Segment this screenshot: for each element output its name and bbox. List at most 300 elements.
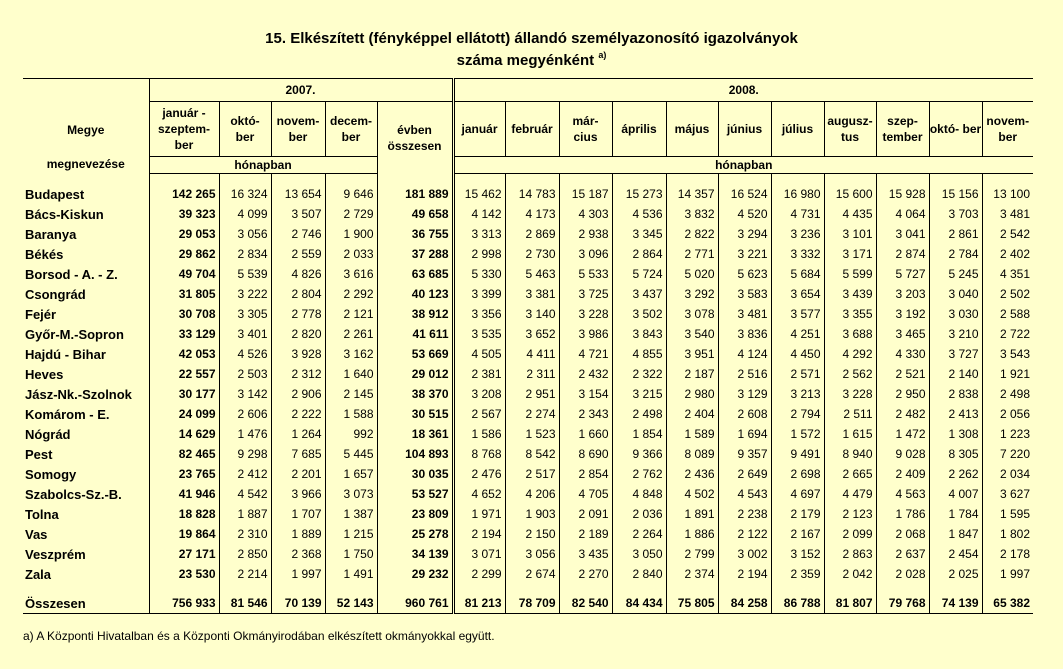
table-cell: 2 359	[771, 564, 824, 584]
table-cell: 16 980	[771, 184, 824, 204]
table-cell: 84 258	[718, 593, 771, 614]
table-cell: 2 606	[219, 404, 271, 424]
table-cell: 2 778	[271, 304, 325, 324]
table-cell: 4 543	[718, 484, 771, 504]
table-cell: 9 357	[718, 444, 771, 464]
row-label: Fejér	[25, 306, 57, 322]
table-cell: 4 099	[219, 204, 271, 224]
table-cell: 65 382	[982, 593, 1033, 614]
table-cell: 3 725	[559, 284, 612, 304]
table-cell: 3 381	[505, 284, 559, 304]
total-row	[23, 593, 1033, 614]
table-cell: 2 861	[929, 224, 982, 244]
header-year-2008: 2008.	[453, 79, 1033, 102]
header-megye	[23, 79, 149, 174]
table-cell: 2 762	[612, 464, 666, 484]
table-cell: 4 505	[453, 344, 505, 364]
table-cell: 4 705	[559, 484, 612, 504]
table-cell: 142 265	[149, 184, 219, 204]
header-col-2008: január	[453, 102, 505, 157]
table-cell: 2 559	[271, 244, 325, 264]
table-cell: 3 073	[325, 484, 377, 504]
table-cell: 30 035	[377, 464, 453, 484]
table-cell: 2 264	[612, 524, 666, 544]
table-cell: 2 187	[666, 364, 718, 384]
table-cell: 3 030	[929, 304, 982, 324]
table-cell: 3 313	[453, 224, 505, 244]
table-cell: 2 840	[612, 564, 666, 584]
table-cell: 1 903	[505, 504, 559, 524]
table-cell: 4 251	[771, 324, 824, 344]
table-cell: 42 053	[149, 344, 219, 364]
table-cell: 33 129	[149, 324, 219, 344]
table-cell: 5 245	[929, 264, 982, 284]
table-cell: 3 654	[771, 284, 824, 304]
row-label: Baranya	[25, 226, 77, 242]
table-cell: 2 214	[219, 564, 271, 584]
table-cell: 2 140	[929, 364, 982, 384]
spacer-cell	[453, 584, 505, 593]
table-cell: 75 805	[666, 593, 718, 614]
table-cell: 2 025	[929, 564, 982, 584]
table-cell: 1 886	[666, 524, 718, 544]
row-label: Szabolcs-Sz.-B.	[25, 486, 122, 502]
table-cell: 2 374	[666, 564, 718, 584]
table-cell: 41 946	[149, 484, 219, 504]
table-subtitle-text: száma megyénként	[456, 52, 595, 69]
row-label: Nógrád	[25, 426, 71, 442]
footnote-mark: a)	[598, 50, 607, 60]
table-cell: 1 997	[982, 564, 1033, 584]
spacer-cell	[325, 584, 377, 593]
table-cell: 22 557	[149, 364, 219, 384]
table-cell: 8 089	[666, 444, 718, 464]
table-cell: 2 262	[929, 464, 982, 484]
table-cell: 3 213	[771, 384, 824, 404]
table-cell: 9 646	[325, 184, 377, 204]
table-cell: 2 588	[982, 304, 1033, 324]
header-evben-osszesen: évben összesen	[377, 102, 453, 174]
table-cell: 14 629	[149, 424, 219, 444]
header-honapban-2008: hónapban	[453, 157, 1033, 174]
header-megnevezese-label: megnevezése	[46, 157, 125, 171]
table-row	[23, 184, 1033, 204]
table-cell: 41 611	[377, 324, 453, 344]
table-cell: 3 056	[505, 544, 559, 564]
table-cell: 3 078	[666, 304, 718, 324]
table-cell: 4 064	[876, 204, 929, 224]
spacer-cell	[505, 584, 559, 593]
table-cell: 2 649	[718, 464, 771, 484]
table-cell: 4 826	[271, 264, 325, 284]
table-cell: 3 140	[505, 304, 559, 324]
table-cell: 14 357	[666, 184, 718, 204]
spacer-cell	[666, 174, 718, 185]
table-cell: 16 524	[718, 184, 771, 204]
spacer-cell	[149, 174, 219, 185]
table-cell: 1 491	[325, 564, 377, 584]
table-row	[23, 484, 1033, 504]
table-cell: 2 822	[666, 224, 718, 244]
table-cell: 2 042	[824, 564, 876, 584]
table-cell: 3 577	[771, 304, 824, 324]
header-col-2008: február	[505, 102, 559, 157]
table-cell: 5 020	[666, 264, 718, 284]
table-cell: 8 768	[453, 444, 505, 464]
table-cell: 29 862	[149, 244, 219, 264]
table-cell: 2 498	[982, 384, 1033, 404]
row-label: Somogy	[25, 466, 77, 482]
table-cell: 49 704	[149, 264, 219, 284]
table-cell: 3 305	[219, 304, 271, 324]
table-cell: 5 463	[505, 264, 559, 284]
table-cell: 3 836	[718, 324, 771, 344]
table-cell: 3 345	[612, 224, 666, 244]
table-cell: 3 435	[559, 544, 612, 564]
table-cell: 4 292	[824, 344, 876, 364]
table-cell: 8 940	[824, 444, 876, 464]
row-label: Budapest	[25, 186, 85, 202]
table-cell: 3 627	[982, 484, 1033, 504]
row-label: Veszprém	[25, 546, 86, 562]
spacer-cell	[612, 584, 666, 593]
table-cell: 3 540	[666, 324, 718, 344]
table-cell: 756 933	[149, 593, 219, 614]
spacer-cell	[612, 174, 666, 185]
table-cell: 3 041	[876, 224, 929, 244]
table-row	[23, 344, 1033, 364]
table-row	[23, 264, 1033, 284]
header-col-2008: szep- tember	[876, 102, 929, 157]
table-cell: 2 637	[876, 544, 929, 564]
table-cell: 4 652	[453, 484, 505, 504]
table-cell: 5 533	[559, 264, 612, 284]
table-row	[23, 244, 1033, 264]
header-col-2007: január - szeptem- ber	[149, 102, 219, 157]
spacer-cell	[824, 174, 876, 185]
table-cell: 84 434	[612, 593, 666, 614]
table-cell: 2 482	[876, 404, 929, 424]
spacer-cell	[824, 584, 876, 593]
table-cell: 25 278	[377, 524, 453, 544]
table-cell: 3 129	[718, 384, 771, 404]
table-cell: 3 236	[771, 224, 824, 244]
table-cell: 4 351	[982, 264, 1033, 284]
table-cell: 7 685	[271, 444, 325, 464]
table-cell: 1 887	[219, 504, 271, 524]
header-honapban-2007: hónapban	[149, 157, 377, 174]
table-cell: 2 698	[771, 464, 824, 484]
table-cell: 3 616	[325, 264, 377, 284]
table-row	[23, 524, 1033, 544]
table-cell: 3 142	[219, 384, 271, 404]
table-cell: 992	[325, 424, 377, 444]
spacer-cell	[559, 174, 612, 185]
table-cell: 82 540	[559, 593, 612, 614]
table-cell: 2 674	[505, 564, 559, 584]
table-cell: 3 439	[824, 284, 876, 304]
table-cell: 3 543	[982, 344, 1033, 364]
table-cell: 3 192	[876, 304, 929, 324]
table-cell: 1 586	[453, 424, 505, 444]
spacer-cell	[377, 584, 453, 593]
table-cell: 3 951	[666, 344, 718, 364]
header-col-2007: novem- ber	[271, 102, 325, 157]
table-cell: 2 368	[271, 544, 325, 564]
table-cell: 4 848	[612, 484, 666, 504]
table-cell: 86 788	[771, 593, 824, 614]
table-cell: 81 807	[824, 593, 876, 614]
table-cell: 3 071	[453, 544, 505, 564]
table-cell: 181 889	[377, 184, 453, 204]
table-cell: 2 036	[612, 504, 666, 524]
table-cell: 2 608	[718, 404, 771, 424]
table-cell: 2 189	[559, 524, 612, 544]
table-cell: 3 481	[982, 204, 1033, 224]
spacer-cell	[23, 174, 149, 185]
row-label: Összesen	[23, 593, 149, 614]
header-col-2008: május	[666, 102, 718, 157]
table-cell: 1 854	[612, 424, 666, 444]
table-cell: 2 820	[271, 324, 325, 344]
table-cell: 3 152	[771, 544, 824, 564]
table-cell: 3 040	[929, 284, 982, 304]
table-cell: 2 562	[824, 364, 876, 384]
table-cell: 15 600	[824, 184, 876, 204]
table-cell: 4 411	[505, 344, 559, 364]
header-col-2008: augusz- tus	[824, 102, 876, 157]
table-cell: 3 355	[824, 304, 876, 324]
table-cell: 2 091	[559, 504, 612, 524]
table-cell: 2 498	[612, 404, 666, 424]
table-cell: 2 571	[771, 364, 824, 384]
table-cell: 2 122	[718, 524, 771, 544]
table-cell: 1 595	[982, 504, 1033, 524]
data-table	[23, 78, 1033, 614]
table-cell: 2 951	[505, 384, 559, 404]
table-cell: 1 802	[982, 524, 1033, 544]
table-cell: 3 966	[271, 484, 325, 504]
table-cell: 29 012	[377, 364, 453, 384]
table-cell: 24 099	[149, 404, 219, 424]
spacer-cell	[377, 174, 453, 185]
table-cell: 3 332	[771, 244, 824, 264]
table-cell: 5 724	[612, 264, 666, 284]
table-cell: 1 891	[666, 504, 718, 524]
table-cell: 4 697	[771, 484, 824, 504]
table-cell: 70 139	[271, 593, 325, 614]
table-cell: 1 971	[453, 504, 505, 524]
table-cell: 3 210	[929, 324, 982, 344]
table-cell: 4 303	[559, 204, 612, 224]
table-cell: 3 356	[453, 304, 505, 324]
header-year-2007: 2007.	[149, 79, 453, 102]
table-cell: 30 177	[149, 384, 219, 404]
spacer-cell	[929, 174, 982, 185]
table-cell: 4 435	[824, 204, 876, 224]
table-cell: 2 150	[505, 524, 559, 544]
table-cell: 1 889	[271, 524, 325, 544]
spacer-cell	[559, 584, 612, 593]
table-cell: 3 096	[559, 244, 612, 264]
table-cell: 2 980	[666, 384, 718, 404]
table-row	[23, 464, 1033, 484]
table-cell: 4 855	[612, 344, 666, 364]
table-cell: 4 124	[718, 344, 771, 364]
table-cell: 1 657	[325, 464, 377, 484]
table-row	[23, 444, 1033, 464]
header-col-2007: decem- ber	[325, 102, 377, 157]
table-cell: 2 794	[771, 404, 824, 424]
table-cell: 13 100	[982, 184, 1033, 204]
table-cell: 2 402	[982, 244, 1033, 264]
table-cell: 1 223	[982, 424, 1033, 444]
table-cell: 2 292	[325, 284, 377, 304]
header-col-2008: novem- ber	[982, 102, 1033, 157]
table-cell: 2 665	[824, 464, 876, 484]
table-cell: 3 465	[876, 324, 929, 344]
row-label: Csongrád	[25, 286, 86, 302]
table-cell: 2 034	[982, 464, 1033, 484]
header-megye-label: Megye	[67, 123, 105, 137]
table-cell: 2 201	[271, 464, 325, 484]
table-cell: 81 546	[219, 593, 271, 614]
spacer-cell	[219, 174, 271, 185]
table-cell: 29 232	[377, 564, 453, 584]
table-cell: 3 162	[325, 344, 377, 364]
table-cell: 3 050	[612, 544, 666, 564]
table-cell: 30 708	[149, 304, 219, 324]
table-cell: 2 854	[559, 464, 612, 484]
table-cell: 2 261	[325, 324, 377, 344]
table-cell: 4 206	[505, 484, 559, 504]
table-cell: 3 688	[824, 324, 876, 344]
table-cell: 1 786	[876, 504, 929, 524]
table-cell: 2 503	[219, 364, 271, 384]
table-cell: 2 511	[824, 404, 876, 424]
table-cell: 5 330	[453, 264, 505, 284]
row-label: Tolna	[25, 506, 59, 522]
table-cell: 3 294	[718, 224, 771, 244]
spacer-cell	[876, 174, 929, 185]
table-cell: 1 472	[876, 424, 929, 444]
spacer-cell	[219, 584, 271, 593]
table-cell: 2 311	[505, 364, 559, 384]
table-cell: 2 178	[982, 544, 1033, 564]
table-cell: 4 479	[824, 484, 876, 504]
table-cell: 2 436	[666, 464, 718, 484]
table-cell: 3 056	[219, 224, 271, 244]
table-cell: 3 437	[612, 284, 666, 304]
table-cell: 2 834	[219, 244, 271, 264]
table-cell: 2 863	[824, 544, 876, 564]
table-cell: 3 002	[718, 544, 771, 564]
table-cell: 79 768	[876, 593, 929, 614]
row-label: Heves	[25, 366, 64, 382]
table-cell: 5 727	[876, 264, 929, 284]
table-cell: 3 215	[612, 384, 666, 404]
spacer-cell	[149, 584, 219, 593]
table-cell: 2 838	[929, 384, 982, 404]
table-cell: 960 761	[377, 593, 453, 614]
table-cell: 2 412	[219, 464, 271, 484]
table-cell: 2 222	[271, 404, 325, 424]
table-cell: 4 520	[718, 204, 771, 224]
table-cell: 81 213	[453, 593, 505, 614]
table-row	[23, 204, 1033, 224]
table-cell: 31 805	[149, 284, 219, 304]
table-cell: 2 145	[325, 384, 377, 404]
table-cell: 15 273	[612, 184, 666, 204]
row-label: Békés	[25, 246, 64, 262]
table-cell: 5 539	[219, 264, 271, 284]
table-cell: 2 516	[718, 364, 771, 384]
table-cell: 2 567	[453, 404, 505, 424]
table-cell: 2 413	[929, 404, 982, 424]
table-cell: 4 007	[929, 484, 982, 504]
spacer-cell	[325, 174, 377, 185]
table-cell: 2 771	[666, 244, 718, 264]
table-cell: 2 343	[559, 404, 612, 424]
table-cell: 53 669	[377, 344, 453, 364]
table-cell: 38 912	[377, 304, 453, 324]
table-row	[23, 404, 1033, 424]
table-row	[23, 304, 1033, 324]
table-cell: 39 323	[149, 204, 219, 224]
table-cell: 2 850	[219, 544, 271, 564]
spacer-cell	[23, 584, 149, 593]
table-cell: 1 784	[929, 504, 982, 524]
table-row	[23, 324, 1033, 344]
table-cell: 78 709	[505, 593, 559, 614]
table-cell: 27 171	[149, 544, 219, 564]
table-cell: 3 703	[929, 204, 982, 224]
row-label: Komárom - E.	[25, 406, 110, 422]
table-cell: 18 361	[377, 424, 453, 444]
table-cell: 2 312	[271, 364, 325, 384]
table-cell: 1 900	[325, 224, 377, 244]
table-cell: 3 399	[453, 284, 505, 304]
table-cell: 2 068	[876, 524, 929, 544]
spacer-cell	[505, 174, 559, 185]
table-cell: 13 654	[271, 184, 325, 204]
table-subtitle	[0, 52, 1063, 69]
table-cell: 2 194	[718, 564, 771, 584]
table-cell: 2 194	[453, 524, 505, 544]
table-cell: 82 465	[149, 444, 219, 464]
table-row	[23, 364, 1033, 384]
table-cell: 2 432	[559, 364, 612, 384]
table-cell: 2 274	[505, 404, 559, 424]
table-cell: 2 804	[271, 284, 325, 304]
table-cell: 2 409	[876, 464, 929, 484]
row-label: Borsod - A. - Z.	[25, 266, 118, 282]
table-cell: 4 173	[505, 204, 559, 224]
table-cell: 2 864	[612, 244, 666, 264]
table-cell: 2 454	[929, 544, 982, 564]
table-cell: 1 264	[271, 424, 325, 444]
table-cell: 3 986	[559, 324, 612, 344]
table-cell: 2 028	[876, 564, 929, 584]
header-col-2008: június	[718, 102, 771, 157]
table-cell: 18 828	[149, 504, 219, 524]
row-label: Vas	[25, 526, 48, 542]
table-cell: 1 615	[824, 424, 876, 444]
table-cell: 23 765	[149, 464, 219, 484]
table-cell: 2 476	[453, 464, 505, 484]
table-cell: 2 521	[876, 364, 929, 384]
spacer-cell	[453, 174, 505, 185]
